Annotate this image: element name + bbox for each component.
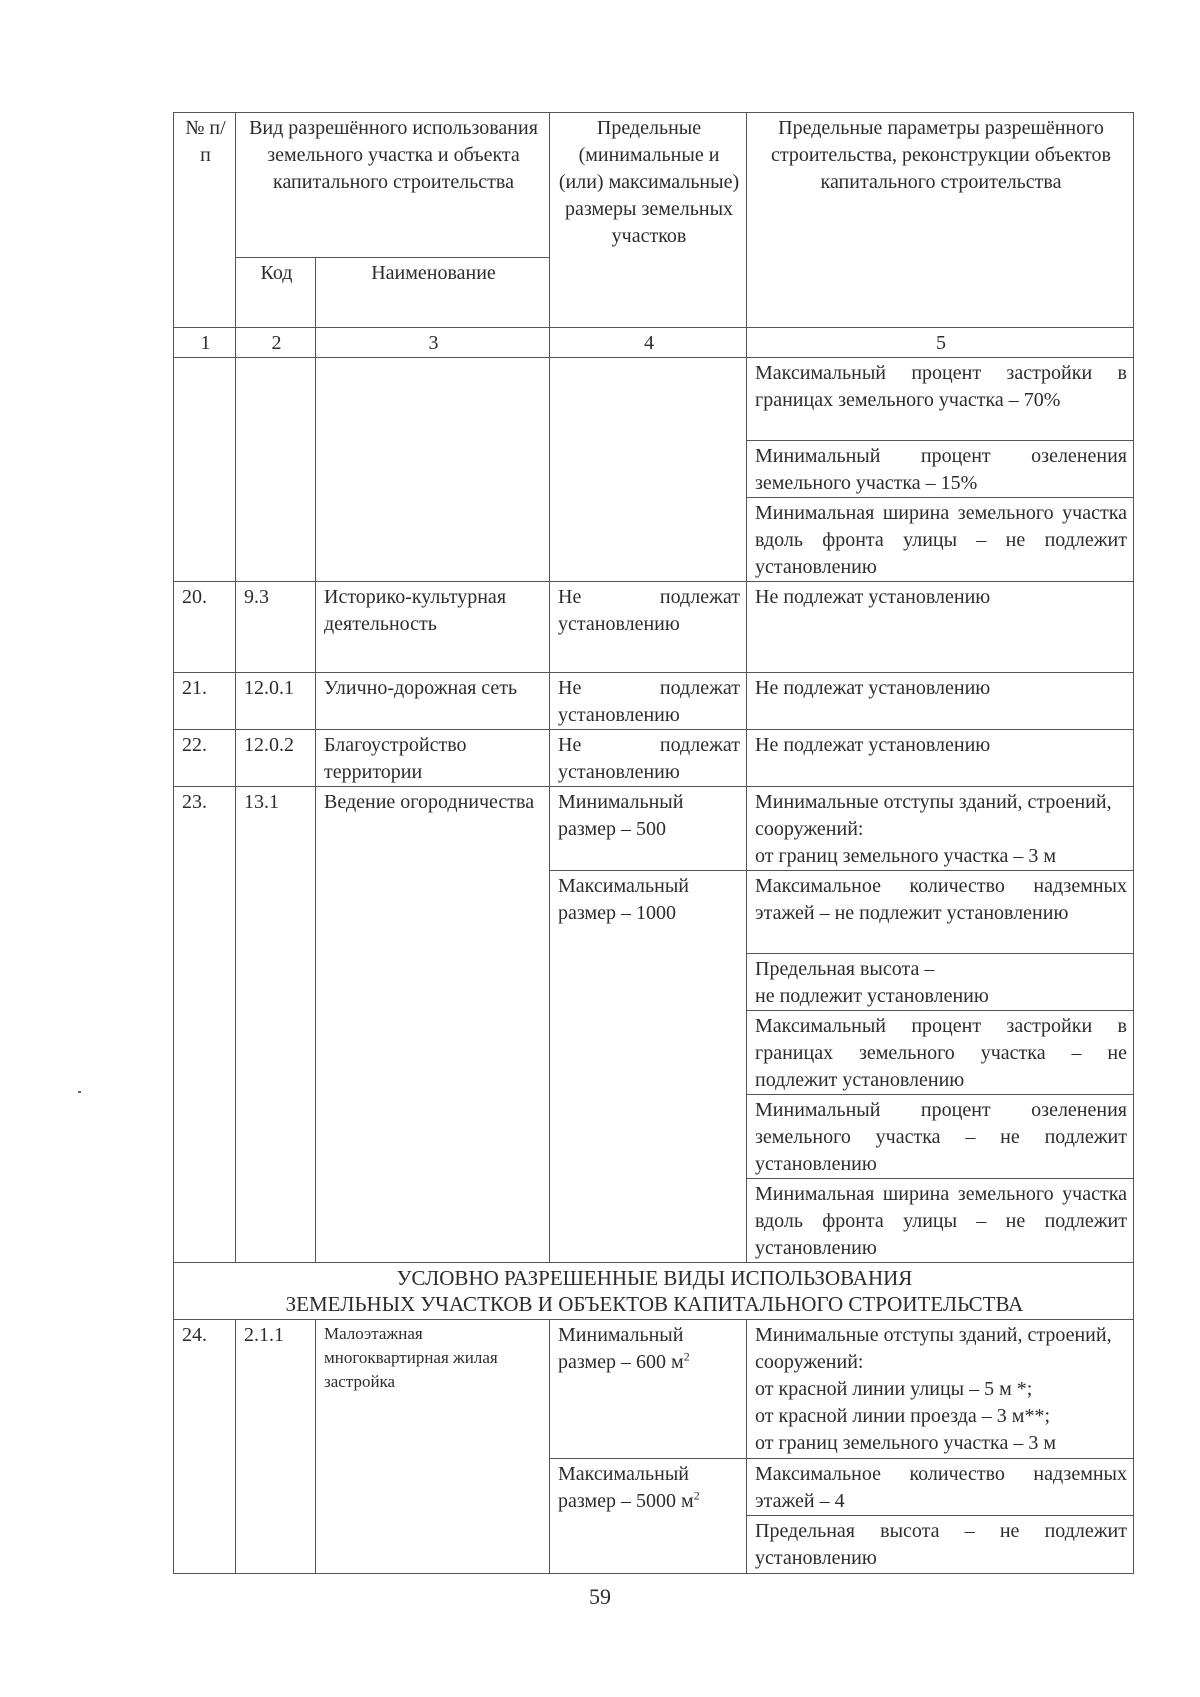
param-cell: Предельная высота – не подлежит установлению: [747, 1516, 1134, 1574]
row-code: 12.0.1: [236, 673, 316, 730]
param-text: не подлежит установлению: [755, 985, 989, 1007]
param-cell: Максимальное количество надземных этажей – не подлежит установлению: [747, 871, 1134, 954]
size-cell: Не подлежат установлению: [550, 673, 747, 730]
table-row: [174, 1320, 1134, 1459]
row-code: 2.1.1: [236, 1320, 316, 1574]
row-number: 22.: [174, 730, 236, 787]
param-cell: Максимальный процент застройки в границах земельного участка – 70%: [747, 358, 1134, 441]
table-row: [174, 582, 1134, 673]
param-text: от красной линии проезда – 3 м**;: [755, 1405, 1051, 1427]
row-number: 24.: [174, 1320, 236, 1574]
empty-cell: [316, 358, 550, 582]
header-plot-sizes: Предельные (минимальные и (или) максимальные) размеры земельных участков: [550, 113, 747, 328]
section-heading: [174, 1263, 1134, 1320]
header-row: [174, 113, 1134, 258]
row-code: 9.3: [236, 582, 316, 673]
col-number: 2: [236, 328, 316, 358]
param-text: от границ земельного участка – 3 м: [755, 1432, 1056, 1454]
param-cell: Максимальный процент застройки в границах земельного участка – не подлежит установлению: [747, 1011, 1134, 1095]
size-min-cell: [550, 1320, 747, 1459]
header-code: Код: [236, 258, 316, 328]
col-number: 5: [747, 328, 1134, 358]
empty-cell: [174, 358, 236, 582]
table-row: [174, 673, 1134, 730]
param-cell: Минимальный процент озеленения земельного участка – 15%: [747, 441, 1134, 498]
size-cell: Не подлежат установлению: [550, 582, 747, 673]
row-number: 20.: [174, 582, 236, 673]
section-heading-line: ЗЕМЕЛЬНЫХ УЧАСТКОВ И ОБЪЕКТОВ КАПИТАЛЬНОГО СТРОИТЕЛЬСТВА: [285, 1292, 1024, 1316]
size-min-cell: Минимальный размер – 500: [550, 787, 747, 871]
table-row: [174, 787, 1134, 871]
row-number: 21.: [174, 673, 236, 730]
header-name: Наименование: [316, 258, 550, 328]
unit-exponent: 2: [683, 1349, 690, 1364]
param-cell: Не подлежат установлению: [747, 582, 1134, 673]
param-cell: [747, 1320, 1134, 1459]
param-text: Минимальные отступы зданий, строений, сооружений:: [755, 791, 1112, 840]
size-max-cell: Максимальный размер – 1000: [550, 871, 747, 1263]
header-use-type: Вид разрешённого использования земельного участка и объекта капитального строительства: [236, 113, 550, 258]
row-name: Малоэтажная многоквартирная жилая застройка: [316, 1320, 550, 1574]
empty-cell: [550, 358, 747, 582]
param-cell: Максимальное количество надземных этажей – 4: [747, 1459, 1134, 1516]
section-heading-line: УСЛОВНО РАЗРЕШЕННЫЕ ВИДЫ ИСПОЛЬЗОВАНИЯ: [396, 1266, 913, 1290]
row-code: 12.0.2: [236, 730, 316, 787]
table-row: [174, 730, 1134, 787]
size-cell: Не подлежат установлению: [550, 730, 747, 787]
col-number: 3: [316, 328, 550, 358]
page-number: 59: [589, 1584, 611, 1609]
row-number: 23.: [174, 787, 236, 1263]
col-number: 1: [174, 328, 236, 358]
row-name: Благоустройство территории: [316, 730, 550, 787]
row-name: Улично-дорожная сеть: [316, 673, 550, 730]
size-max-text: Максимальный размер – 5000 м: [558, 1463, 694, 1512]
param-cell: Минимальная ширина земельного участка вдоль фронта улицы – не подлежит установлению: [747, 498, 1134, 582]
unit-exponent: 2: [693, 1488, 700, 1503]
param-text: от границ земельного участка – 3 м: [755, 845, 1056, 867]
param-text: Предельная высота –: [755, 958, 935, 980]
empty-cell: [236, 358, 316, 582]
scan-speck: [78, 1091, 81, 1093]
section-row: [174, 1263, 1134, 1320]
param-cell: [747, 954, 1134, 1011]
table-row: [174, 358, 1134, 441]
col-number: 4: [550, 328, 747, 358]
row-name: Ведение огородничества: [316, 787, 550, 1263]
param-cell: Минимальный процент озеленения земельного участка – не подлежит установлению: [747, 1095, 1134, 1179]
row-code: 13.1: [236, 787, 316, 1263]
param-text: Минимальные отступы зданий, строений, сооружений:: [755, 1324, 1112, 1373]
row-name: Историко-культурная деятельность: [316, 582, 550, 673]
param-cell: [747, 787, 1134, 871]
size-min-text: Минимальный размер – 600 м: [558, 1324, 684, 1373]
column-numbers-row: [174, 328, 1134, 358]
param-cell: Не подлежат установлению: [747, 673, 1134, 730]
header-number: № п/п: [174, 113, 236, 328]
param-cell: Не подлежат установлению: [747, 730, 1134, 787]
param-text: от красной линии улицы – 5 м *;: [755, 1378, 1033, 1400]
param-cell: Минимальная ширина земельного участка вдоль фронта улицы – не подлежит установлению: [747, 1179, 1134, 1263]
land-use-table: [173, 112, 1134, 1574]
size-max-cell: [550, 1459, 747, 1574]
header-construction-params: Предельные параметры разрешённого строительства, реконструкции объектов капитального строительства: [747, 113, 1134, 328]
